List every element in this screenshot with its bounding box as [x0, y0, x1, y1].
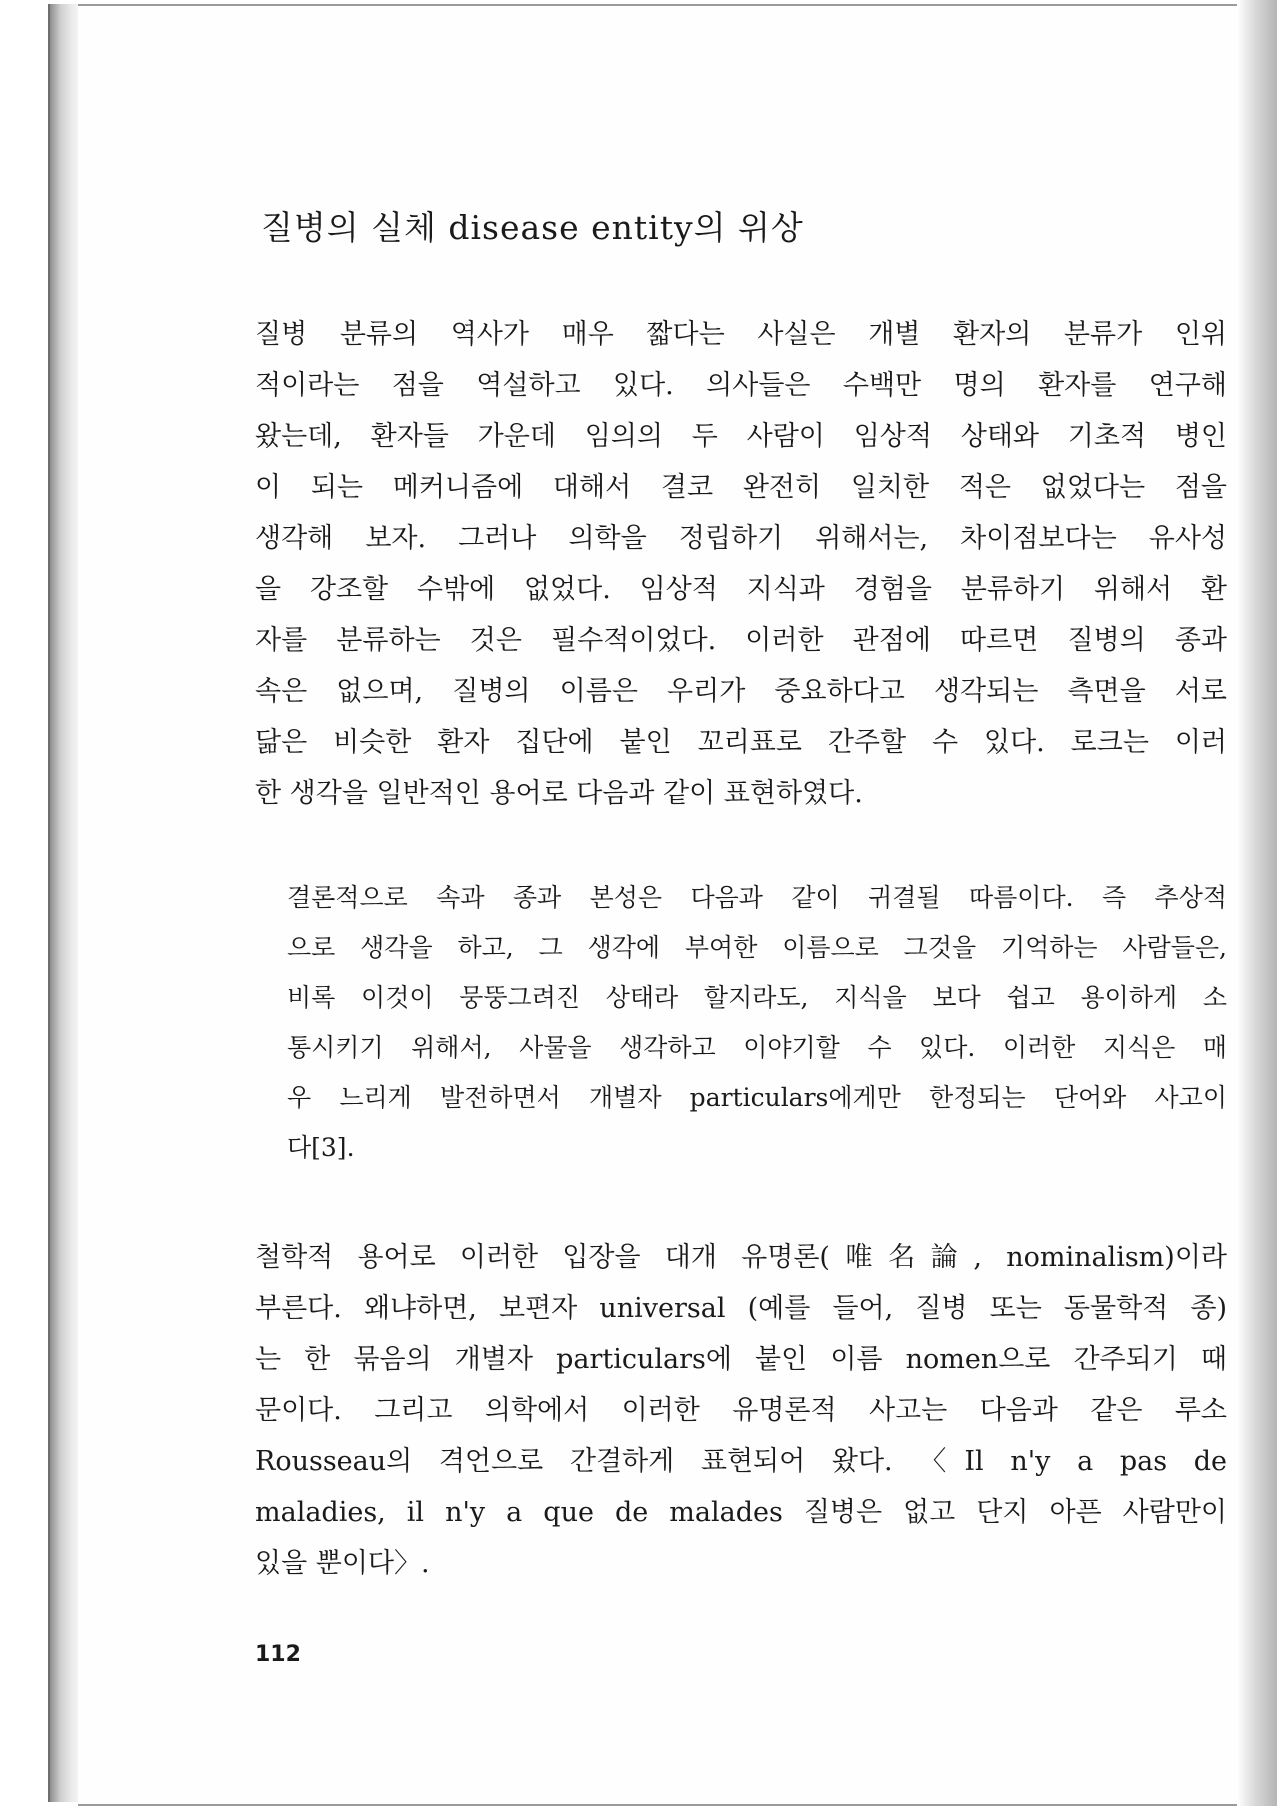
quote-line: 으로 생각을 하고, 그 생각에 부여한 이름으로 그것을 기억하는 사람들은,	[287, 933, 1227, 962]
paragraph-2	[255, 1232, 1227, 1589]
paragraph-1	[255, 309, 1227, 819]
paragraph-line: 질병 분류의 역사가 매우 짧다는 사실은 개별 환자의 분류가 인위	[255, 319, 1227, 350]
quote-line: 다[3].	[287, 1133, 355, 1162]
paragraph-line: 자를 분류하는 것은 필수적이었다. 이러한 관점에 따르면 질병의 종과	[255, 625, 1227, 656]
quote-line: 우 느리게 발전하면서 개별자 particulars에게만 한정되는 단어와 사고이	[287, 1083, 1227, 1112]
paragraph-line: 문이다. 그리고 의학에서 이러한 유명론적 사고는 다음과 같은 루소	[255, 1395, 1227, 1426]
block-quote	[287, 873, 1227, 1173]
paragraph-line: 생각해 보자. 그러나 의학을 정립하기 위해서는, 차이점보다는 유사성	[255, 523, 1227, 554]
paragraph-line: Rousseau의 격언으로 간결하게 표현되어 왔다. 〈Il n'y a pas de	[255, 1446, 1227, 1477]
paragraph-line: 닮은 비슷한 환자 집단에 붙인 꼬리표로 간주할 수 있다. 로크는 이러	[255, 727, 1227, 758]
paragraph-line: maladies, il n'y a que de malades 질병은 없고 단지 아픈 사람만이	[255, 1497, 1227, 1528]
paragraph-line: 적이라는 점을 역설하고 있다. 의사들은 수백만 명의 환자를 연구해	[255, 370, 1227, 401]
paragraph-line: 있을 뿐이다〉.	[255, 1548, 430, 1579]
paragraph-line: 이 되는 메커니즘에 대해서 결코 완전히 일치한 적은 없었다는 점을	[255, 472, 1227, 503]
book-page	[78, 4, 1237, 1806]
paragraph-line: 한 생각을 일반적인 용어로 다음과 같이 표현하였다.	[255, 778, 863, 809]
paragraph-line: 왔는데, 환자들 가운데 임의의 두 사람이 임상적 상태와 기초적 병인	[255, 421, 1227, 452]
paragraph-line: 는 한 묶음의 개별자 particulars에 붙인 이름 nomen으로 간주되기 때	[255, 1344, 1227, 1375]
quote-line: 통시키기 위해서, 사물을 생각하고 이야기할 수 있다. 이러한 지식은 매	[287, 1033, 1227, 1062]
page-stack-edge	[48, 4, 80, 1802]
paragraph-line: 부른다. 왜냐하면, 보편자 universal (예를 들어, 질병 또는 동물학적 종)	[255, 1293, 1227, 1324]
paragraph-line: 철학적 용어로 이러한 입장을 대개 유명론(唯名論, nominalism)이라	[255, 1242, 1227, 1273]
paragraph-line: 을 강조할 수밖에 없었다. 임상적 지식과 경험을 분류하기 위해서 환	[255, 574, 1227, 605]
paragraph-line: 속은 없으며, 질병의 이름은 우리가 중요하다고 생각되는 측면을 서로	[255, 676, 1227, 707]
page-shadow-edge	[1237, 0, 1277, 1806]
quote-line: 결론적으로 속과 종과 본성은 다음과 같이 귀결될 따름이다. 즉 추상적	[287, 883, 1227, 912]
quote-line: 비록 이것이 뭉뚱그려진 상태라 할지라도, 지식을 보다 쉽고 용이하게 소	[287, 983, 1227, 1012]
section-title: 질병의 실체 disease entity의 위상	[261, 208, 804, 247]
page-number: 112	[255, 1642, 301, 1667]
